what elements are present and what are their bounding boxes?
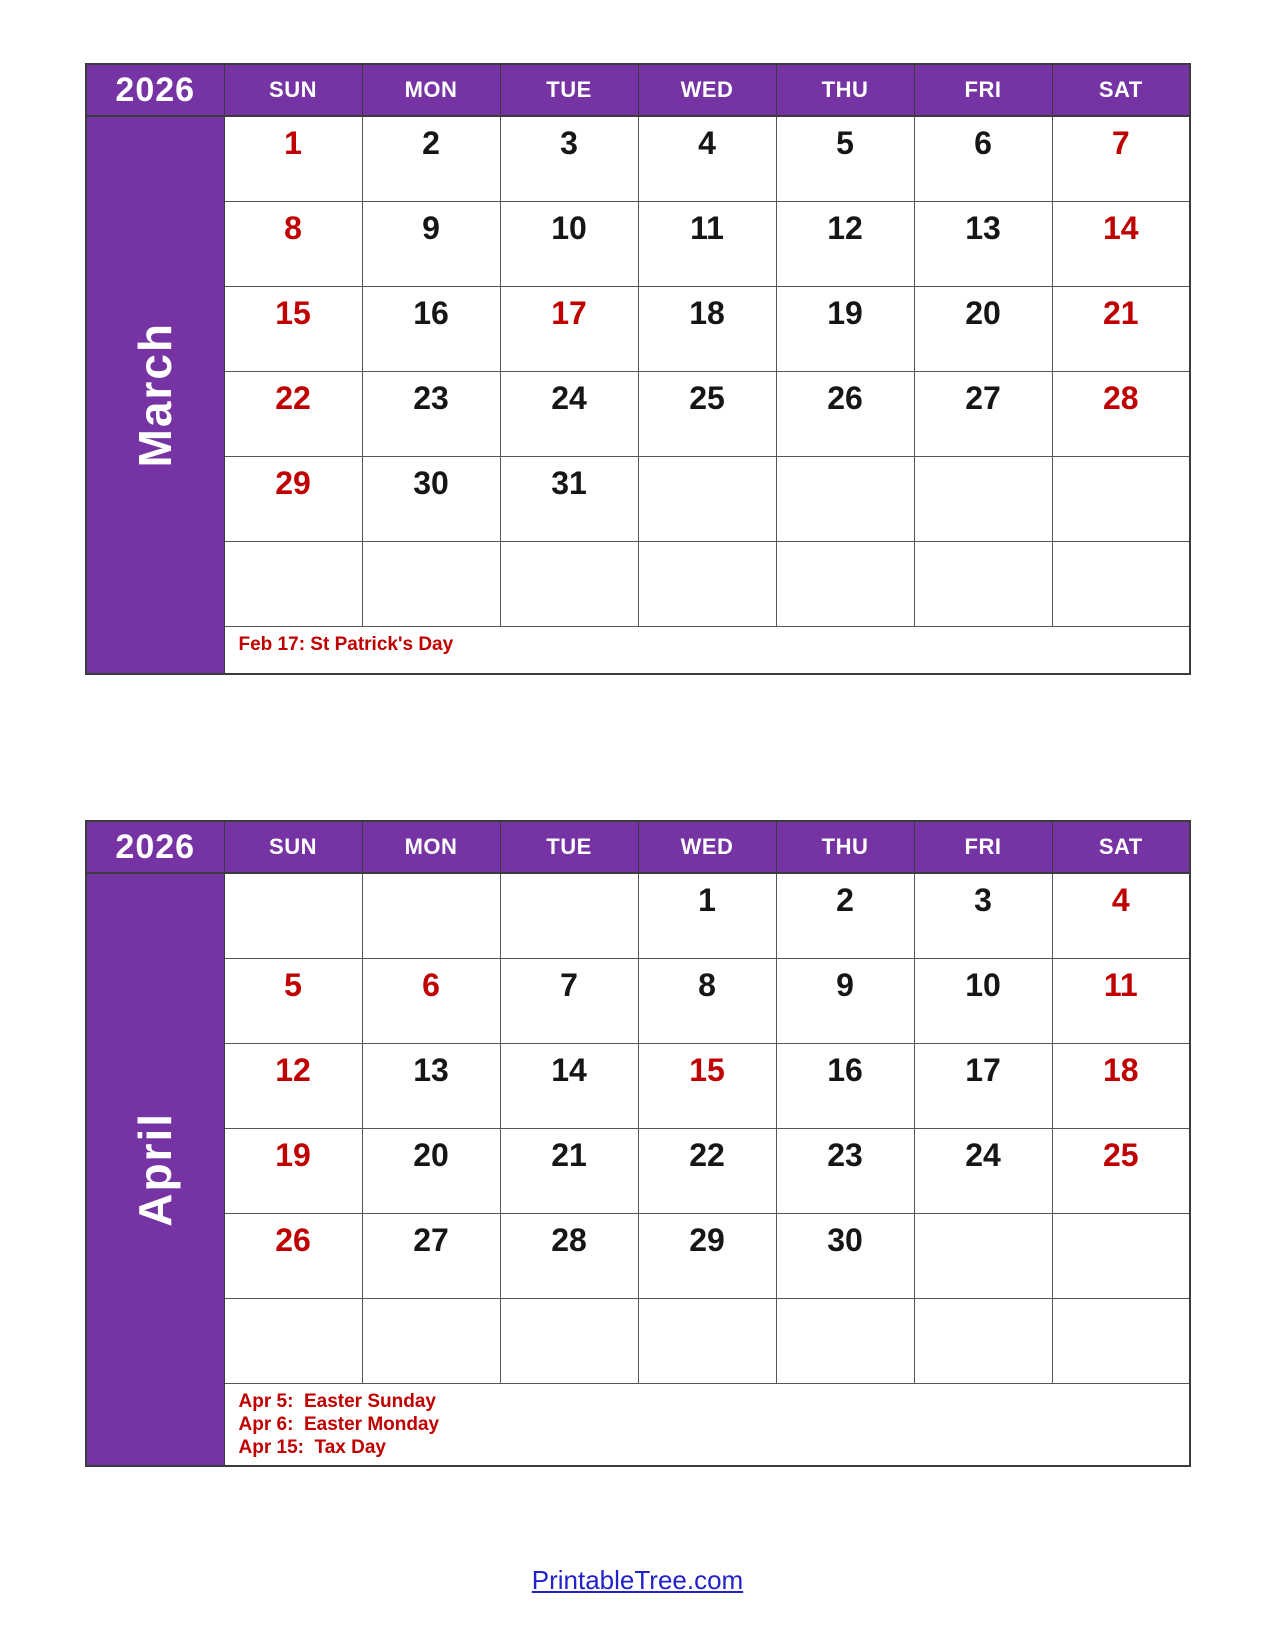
weekday-header-wed: WED [638, 821, 776, 873]
day-empty [914, 1213, 1052, 1298]
day-empty [914, 1298, 1052, 1383]
day-march-7: 7 [1052, 116, 1190, 201]
day-april-21: 21 [500, 1128, 638, 1213]
day-empty [362, 1298, 500, 1383]
day-march-8: 8 [224, 201, 362, 286]
day-empty [914, 541, 1052, 626]
day-empty [500, 873, 638, 958]
week-row [86, 201, 1190, 286]
day-march-24: 24 [500, 371, 638, 456]
week-row [86, 541, 1190, 626]
day-march-19: 19 [776, 286, 914, 371]
day-march-12: 12 [776, 201, 914, 286]
april-table [85, 820, 1191, 1467]
day-empty [776, 1298, 914, 1383]
day-march-4: 4 [638, 116, 776, 201]
day-april-13: 13 [362, 1043, 500, 1128]
weekday-header-mon: MON [362, 821, 500, 873]
day-march-10: 10 [500, 201, 638, 286]
day-april-17: 17 [914, 1043, 1052, 1128]
week-row [86, 456, 1190, 541]
weekday-header-fri: FRI [914, 821, 1052, 873]
printabletree-link[interactable]: PrintableTree.com [531, 1565, 744, 1595]
month-label: March [129, 322, 182, 468]
day-empty [638, 1298, 776, 1383]
week-row [86, 958, 1190, 1043]
day-empty [638, 456, 776, 541]
day-april-6: 6 [362, 958, 500, 1043]
day-april-7: 7 [500, 958, 638, 1043]
day-march-3: 3 [500, 116, 638, 201]
day-march-20: 20 [914, 286, 1052, 371]
day-empty [224, 873, 362, 958]
weekday-header-fri: FRI [914, 64, 1052, 116]
holiday-note-line: Apr 5: Easter Sunday [238, 1390, 436, 1412]
holiday-notes-march [224, 626, 1190, 674]
day-march-27: 27 [914, 371, 1052, 456]
day-empty [776, 541, 914, 626]
holiday-note-line: Apr 15: Tax Day [238, 1436, 386, 1458]
weekday-header-sun: SUN [224, 64, 362, 116]
weekday-header-tue: TUE [500, 821, 638, 873]
day-empty [362, 873, 500, 958]
weekday-header-thu: THU [776, 821, 914, 873]
weekday-header-sat: SAT [1052, 64, 1190, 116]
month-sidebar-april [86, 873, 224, 1466]
holiday-note-line: Feb 17: St Patrick's Day [238, 633, 454, 655]
calendar-march [85, 63, 1189, 675]
day-april-1: 1 [638, 873, 776, 958]
day-march-5: 5 [776, 116, 914, 201]
calendar-april [85, 820, 1189, 1467]
day-march-29: 29 [224, 456, 362, 541]
day-empty [638, 541, 776, 626]
week-row [86, 116, 1190, 201]
day-empty [776, 456, 914, 541]
month-label: April [129, 1112, 182, 1227]
day-march-1: 1 [224, 116, 362, 201]
day-april-28: 28 [500, 1213, 638, 1298]
week-row [86, 371, 1190, 456]
holiday-note-line: Apr 6: Easter Monday [238, 1413, 440, 1435]
day-april-29: 29 [638, 1213, 776, 1298]
day-march-26: 26 [776, 371, 914, 456]
day-april-24: 24 [914, 1128, 1052, 1213]
holiday-notes-april [224, 1383, 1190, 1466]
day-april-15: 15 [638, 1043, 776, 1128]
day-april-10: 10 [914, 958, 1052, 1043]
day-april-30: 30 [776, 1213, 914, 1298]
day-march-23: 23 [362, 371, 500, 456]
day-empty [362, 541, 500, 626]
month-sidebar-march [86, 116, 224, 674]
day-march-6: 6 [914, 116, 1052, 201]
day-empty [1052, 541, 1190, 626]
day-empty [500, 541, 638, 626]
week-row [86, 873, 1190, 958]
day-april-14: 14 [500, 1043, 638, 1128]
week-row [86, 286, 1190, 371]
day-march-9: 9 [362, 201, 500, 286]
day-april-23: 23 [776, 1128, 914, 1213]
week-row [86, 1298, 1190, 1383]
day-march-25: 25 [638, 371, 776, 456]
day-empty [224, 1298, 362, 1383]
day-april-19: 19 [224, 1128, 362, 1213]
day-empty [1052, 1298, 1190, 1383]
day-april-9: 9 [776, 958, 914, 1043]
weekday-header-wed: WED [638, 64, 776, 116]
day-march-11: 11 [638, 201, 776, 286]
year-label-april: 2026 [86, 821, 224, 873]
day-april-16: 16 [776, 1043, 914, 1128]
day-empty [224, 541, 362, 626]
day-april-8: 8 [638, 958, 776, 1043]
weekday-header-thu: THU [776, 64, 914, 116]
day-empty [500, 1298, 638, 1383]
day-april-25: 25 [1052, 1128, 1190, 1213]
day-april-18: 18 [1052, 1043, 1190, 1128]
footer [0, 1565, 1275, 1596]
day-march-15: 15 [224, 286, 362, 371]
day-march-21: 21 [1052, 286, 1190, 371]
day-april-27: 27 [362, 1213, 500, 1298]
weekday-header-sun: SUN [224, 821, 362, 873]
day-march-16: 16 [362, 286, 500, 371]
day-march-31: 31 [500, 456, 638, 541]
week-row [86, 1213, 1190, 1298]
day-march-22: 22 [224, 371, 362, 456]
day-april-12: 12 [224, 1043, 362, 1128]
day-april-3: 3 [914, 873, 1052, 958]
week-row [86, 1043, 1190, 1128]
day-march-17: 17 [500, 286, 638, 371]
day-april-2: 2 [776, 873, 914, 958]
day-march-13: 13 [914, 201, 1052, 286]
day-march-30: 30 [362, 456, 500, 541]
day-march-28: 28 [1052, 371, 1190, 456]
day-empty [1052, 1213, 1190, 1298]
week-row [86, 1128, 1190, 1213]
day-april-5: 5 [224, 958, 362, 1043]
day-april-26: 26 [224, 1213, 362, 1298]
day-april-22: 22 [638, 1128, 776, 1213]
weekday-header-mon: MON [362, 64, 500, 116]
year-label-march: 2026 [86, 64, 224, 116]
day-april-4: 4 [1052, 873, 1190, 958]
day-april-11: 11 [1052, 958, 1190, 1043]
weekday-header-tue: TUE [500, 64, 638, 116]
day-empty [914, 456, 1052, 541]
day-march-14: 14 [1052, 201, 1190, 286]
day-march-18: 18 [638, 286, 776, 371]
day-empty [1052, 456, 1190, 541]
day-march-2: 2 [362, 116, 500, 201]
march-table [85, 63, 1191, 675]
day-april-20: 20 [362, 1128, 500, 1213]
weekday-header-sat: SAT [1052, 821, 1190, 873]
